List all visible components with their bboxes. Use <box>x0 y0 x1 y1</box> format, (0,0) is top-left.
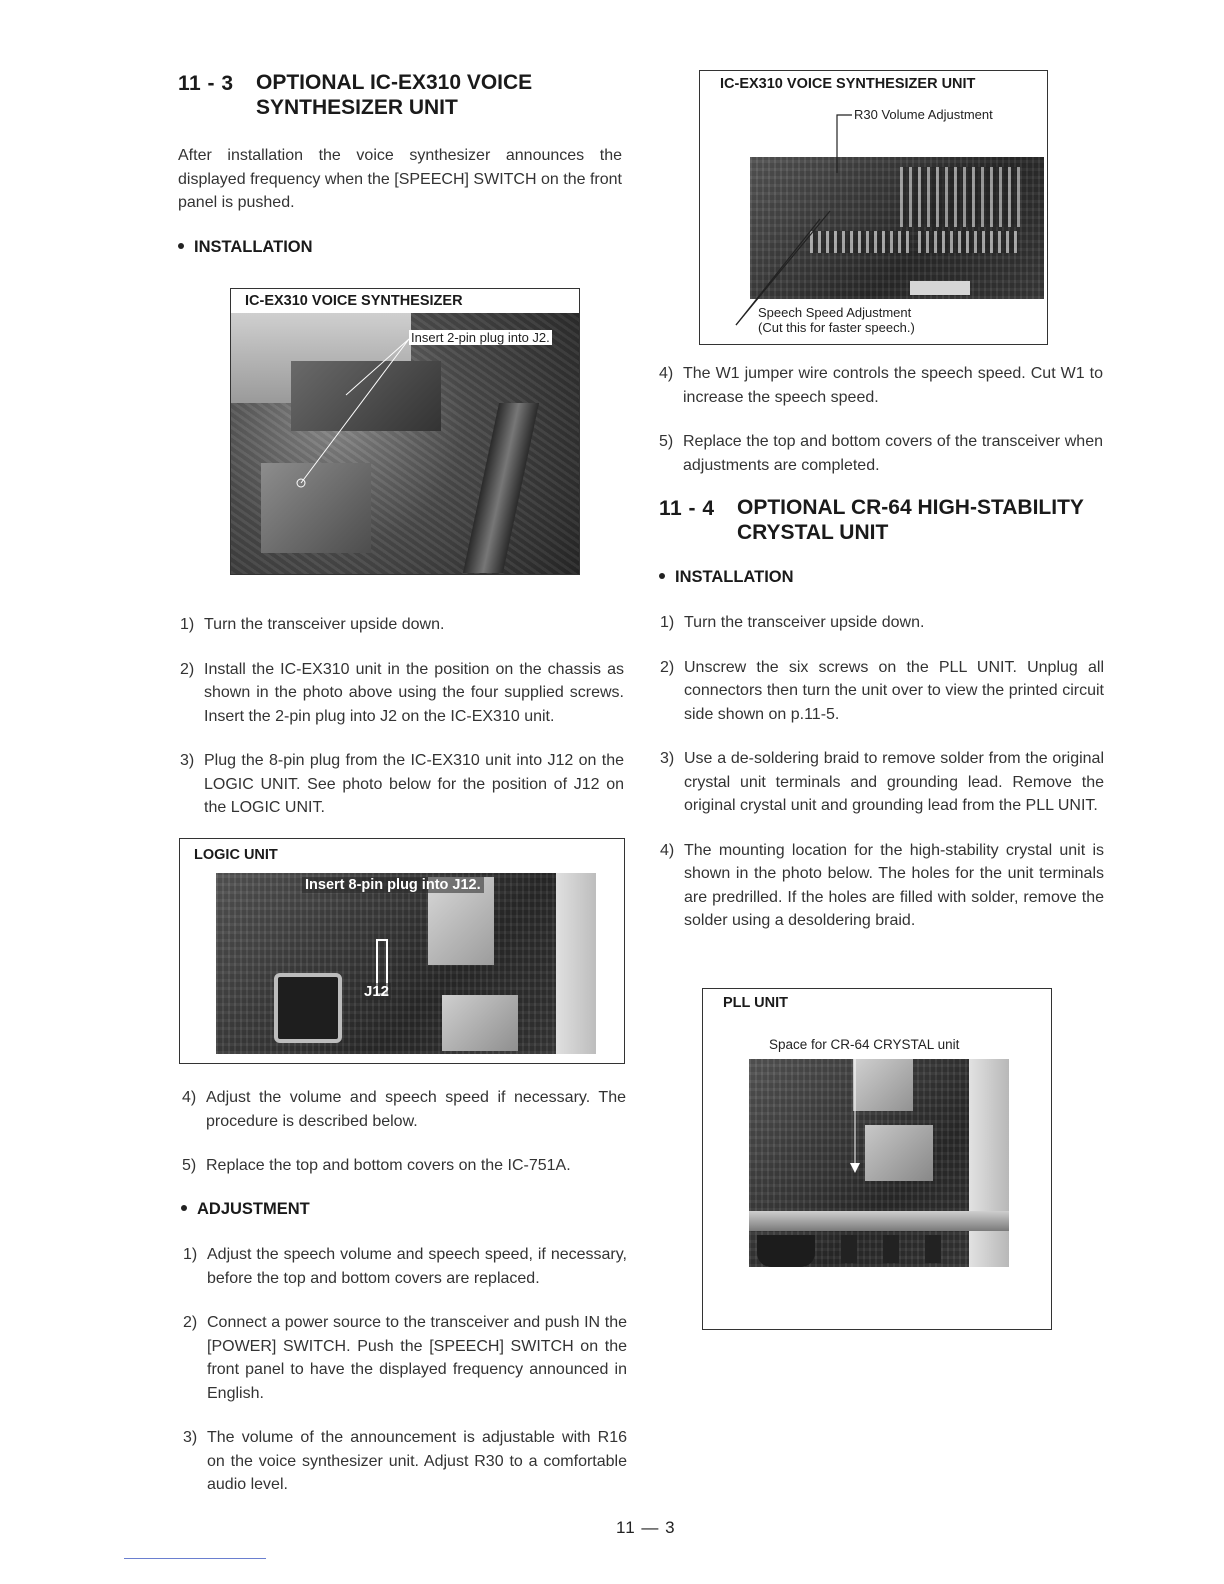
bullet-icon <box>181 1205 187 1211</box>
callout-lines <box>700 71 1047 344</box>
step-text: Turn the transceiver upside down. <box>684 614 925 631</box>
callout-lines <box>749 1059 1009 1267</box>
step-text: Turn the transceiver upside down. <box>204 616 445 633</box>
step-number: 4) <box>659 365 674 382</box>
list-item <box>180 658 624 729</box>
step-number: 3) <box>660 750 675 767</box>
callout-lines <box>231 313 579 574</box>
section-number-11-4: 11 - 4 <box>659 497 715 520</box>
figure-caption: IC-EX310 VOICE SYNTHESIZER <box>245 293 463 309</box>
installation-heading-text: INSTALLATION <box>194 238 313 256</box>
photo-pll-unit <box>749 1059 1009 1267</box>
section-title-line2: SYNTHESIZER UNIT <box>256 96 458 119</box>
intro-paragraph: After installation the voice synthesizer announces the displayed frequency when the [SPEECH] SWITCH on the front panel is pushed. <box>178 147 622 211</box>
list-item <box>659 430 1103 477</box>
step-number: 4) <box>182 1089 197 1106</box>
step-number: 1) <box>183 1246 198 1263</box>
list-item <box>182 1154 626 1178</box>
list-item <box>660 747 1104 818</box>
callout-r30-volume: R30 Volume Adjustment <box>854 107 993 122</box>
step-number: 3) <box>183 1429 198 1446</box>
figure-caption: PLL UNIT <box>723 995 788 1011</box>
adjustment-heading <box>179 1200 310 1219</box>
step-number: 4) <box>660 841 675 859</box>
figure-caption: IC-EX310 VOICE SYNTHESIZER UNIT <box>720 76 976 92</box>
photo-ic-socket <box>274 973 342 1043</box>
step-text: Replace the top and bottom covers on the IC-751A. <box>206 1157 571 1174</box>
installation-heading <box>176 238 313 257</box>
step-number: 1) <box>180 616 195 633</box>
section-title-line1: OPTIONAL CR-64 HIGH-STABILITY <box>737 496 1084 519</box>
step-text: Adjust the speech volume and speech speed, if necessary, before the top and bottom covers are replaced. <box>207 1246 627 1287</box>
section-title-line1: OPTIONAL IC-EX310 VOICE <box>256 71 533 94</box>
list-item <box>183 1426 627 1497</box>
figure-caption: LOGIC UNIT <box>194 847 278 863</box>
label-j12: J12 <box>364 983 390 1000</box>
bullet-icon <box>659 573 665 579</box>
step-text: Plug the 8-pin plug from the IC-EX310 unit into J12 on the LOGIC UNIT. See photo below for the position of J12 on the LOGIC UNIT. <box>204 752 624 816</box>
step-number: 3) <box>180 752 195 769</box>
figure-voice-synthesizer <box>230 288 580 575</box>
adjustment-heading-text: ADJUSTMENT <box>197 1200 310 1218</box>
callout-speech-speed-line2: (Cut this for faster speech.) <box>758 320 915 335</box>
step-text: Replace the top and bottom covers of the transceiver when adjustments are completed. <box>683 433 1103 474</box>
installation-heading-text: INSTALLATION <box>675 568 794 586</box>
callout-insert-2pin: Insert 2-pin plug into J2. <box>411 330 550 345</box>
photo-synthesizer-installation <box>231 313 579 574</box>
step-number: 1) <box>660 614 675 631</box>
section-number-11-3: 11 - 3 <box>178 72 234 95</box>
step-number: 2) <box>180 660 195 678</box>
figure-logic-unit <box>179 838 625 1064</box>
list-item <box>182 1086 626 1133</box>
section-title-11-4 <box>737 495 1084 545</box>
list-item <box>183 1311 627 1405</box>
adjustment-steps <box>183 1243 627 1497</box>
list-item <box>660 656 1104 727</box>
callout-cr64-space: Space for CR-64 CRYSTAL unit <box>769 1037 960 1052</box>
step-number: 5) <box>659 433 674 450</box>
step-text: Unscrew the six screws on the PLL UNIT. Unplug all connectors then turn the unit over to view the printed circuit side shown on p.11-5. <box>684 658 1104 723</box>
step-text: The volume of the announcement is adjustable with R16 on the voice synthesizer unit. Adjust R30 to a comfortable audio level. <box>207 1429 627 1493</box>
list-item <box>183 1243 627 1290</box>
list-item <box>660 839 1104 933</box>
crystal-installation-steps <box>660 611 1104 933</box>
step-number: 2) <box>183 1314 198 1331</box>
list-item <box>659 362 1103 409</box>
bullet-icon <box>178 243 184 249</box>
figure-pll-unit <box>702 988 1052 1330</box>
installation-heading-right <box>657 568 794 587</box>
installation-steps-continued <box>182 1086 626 1178</box>
list-item <box>180 749 624 820</box>
adjustment-steps-right <box>659 362 1103 477</box>
step-text: Install the IC-EX310 unit in the position on the chassis as shown in the photo above using the four supplied screws. Insert the 2-pin plug into J2 on the IC-EX310 unit. <box>204 660 624 725</box>
callout-speech-speed <box>758 305 915 335</box>
footer-rule <box>124 1558 266 1559</box>
callout-insert-8pin: Insert 8-pin plug into J12. <box>302 877 484 893</box>
callout-speech-speed-line1: Speech Speed Adjustment <box>758 305 912 320</box>
step-text: Adjust the volume and speech speed if necessary. The procedure is described below. <box>206 1089 626 1130</box>
list-item <box>660 611 1104 635</box>
section-title-line2: CRYSTAL UNIT <box>737 521 889 544</box>
page-number: 11 — 3 <box>616 1518 676 1537</box>
photo-logic-unit <box>216 873 596 1054</box>
step-text: The W1 jumper wire controls the speech speed. Cut W1 to increase the speech speed. <box>683 365 1103 406</box>
step-number: 5) <box>182 1157 197 1174</box>
installation-steps <box>180 613 624 820</box>
photo-side-panel <box>556 873 596 1054</box>
step-text: Use a de-soldering braid to remove solder from the original crystal unit terminals and grounding lead. Remove the original crystal unit and grounding lead from the PLL UNIT. <box>684 750 1104 814</box>
photo-shield-can-lower <box>442 995 518 1051</box>
step-text: The mounting location for the high-stability crystal unit is shown in the photo below. The holes for the unit terminals are predrilled. If the holes are filled with solder, remove the solder using a desoldering braid. <box>684 841 1104 929</box>
step-text: Connect a power source to the transceiver and push IN the [POWER] SWITCH. Push the [SPEECH] SWITCH on the front panel to have the displayed frequency announced in English. <box>207 1314 627 1402</box>
figure-voice-synthesizer-unit <box>699 70 1048 345</box>
list-item <box>180 613 624 637</box>
section-title-11-3 <box>256 70 532 120</box>
step-number: 2) <box>660 658 675 676</box>
